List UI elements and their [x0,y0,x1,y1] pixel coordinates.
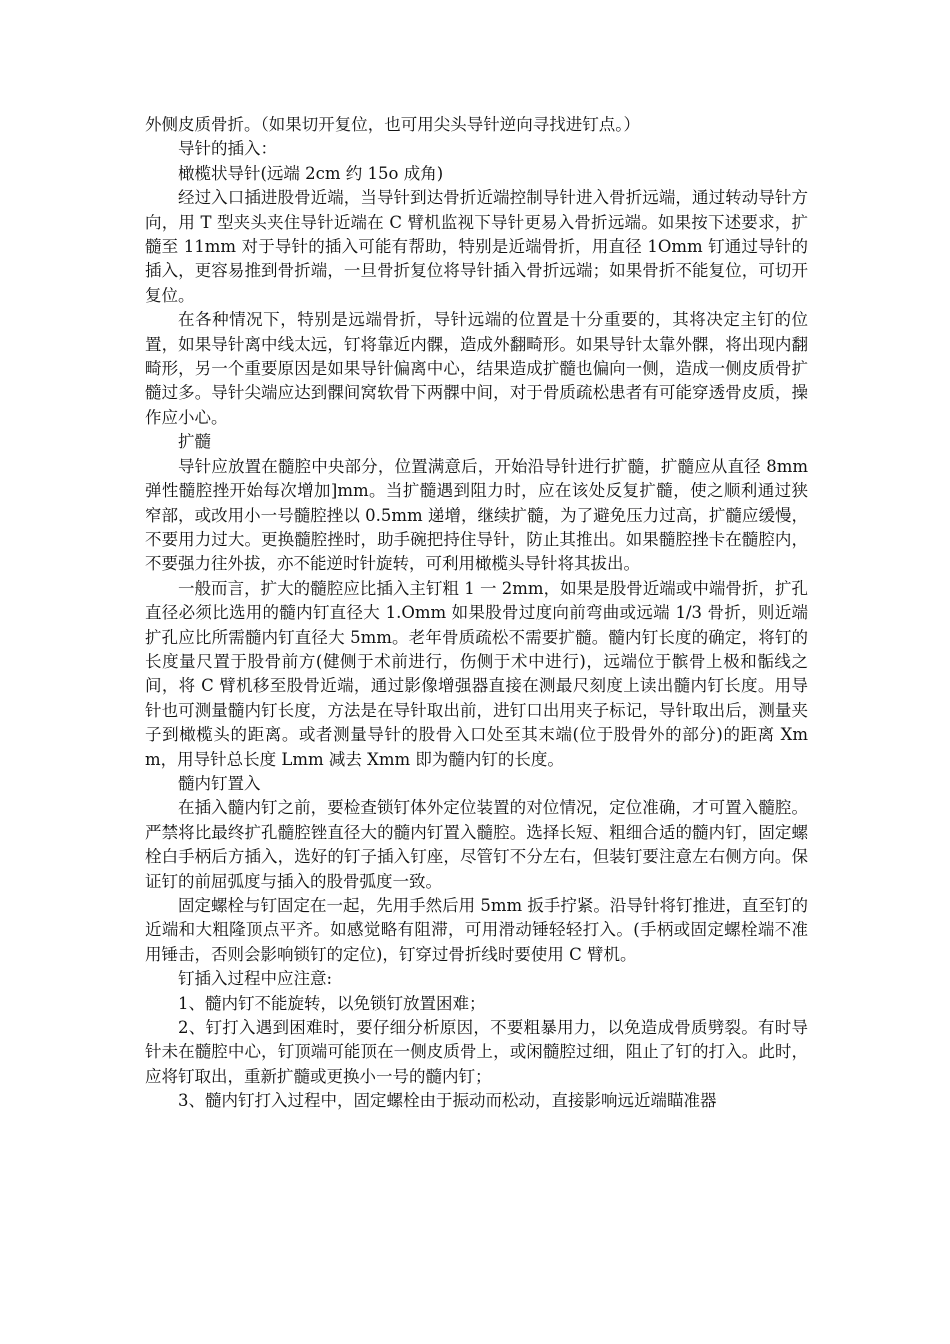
paragraph-nail-fixation: 固定螺栓与钉固定在一起，先用手然后用 5mm 扳手拧紧。沿导针将钉推进，直至钉的近端和大粗隆顶点平齐。如感觉略有阻滞，可用滑动锤轻轻打入。(手柄或固定螺栓端不准用锤击，否则会影响锁钉的定位)，钉穿过骨折线时要使用 C 臂机。 [145,896,808,964]
list-item-note-2: 2、钉打入遇到困难时，要仔细分析原因，不要粗暴用力，以免造成骨质劈裂。有时导针未在髓腔中心，钉顶端可能顶在一侧皮质骨上，或闲髓腔过细，阻止了钉的打入。此时，应将钉取出，重新扩髓或更换小一号的髓内钉； [145,1018,808,1086]
paragraph-fracture-note: 外侧皮质骨折。（如果切开复位，也可用尖头导针逆向寻找进钉点。） [145,115,640,134]
paragraph-reaming-diameter-length: 一般而言，扩大的髓腔应比插入主钉粗 1 一 2mm，如果是股骨近端或中端骨折，扩孔直径必须比选用的髓内钉直径大 1.Omm 如果股骨过度向前弯曲或远端 1/3 骨折，则近端扩孔应比所需髓内钉直径大 5mm。老年骨质疏松不需要扩髓。髓内钉长度的确定，将钉的长度量尺置于股骨前方(健侧于术前进行，伤侧于术中进行)，远端位于髌骨上极和骺线之间，将 C 臂机移至股骨近端，通过影像增强器直接在测最尺刻度上读出髓内钉长度。用导针也可测量髓内钉长度，方法是在导针取出前，进钉口出用夹子标记，导针取出后，测量夹子到橄榄头的距离。或者测量导针的股骨入口处至其末端(位于股骨外的部分)的距离 Xmm，用导针总长度 Lmm 减去 Xmm 即为髓内钉的长度。 [145,578,808,769]
document-body [145,113,808,1114]
paragraph-guide-pin-position: 在各种情况下，特别是远端骨折，导针远端的位置是十分重要的，其将决定主钉的位置，如果导针离中线太远，钉将靠近内髁，造成外翻畸形。如果导针太靠外髁，将出现内翻畸形，另一个重要原因是如果导针偏离中心，结果造成扩髓也偏向一侧，造成一侧皮质骨扩髓过多。导针尖端应达到髁间窝软骨下两髁中间，对于骨质疏松患者有可能穿透骨皮质，操作应小心。 [145,310,808,427]
heading-reaming: 扩髓 [178,432,211,452]
paragraph-reaming-procedure: 导针应放置在髓腔中央部分，位置满意后，开始沿导针进行扩髓，扩髓应从直径 8mm 弹性髓腔挫开始每次增加]mm。当扩髓遇到阻力时，应在该处反复扩髓，使之顺利通过狭窄部，或改用小一号髓腔挫以 0.5mm 递增，继续扩髓，为了避免压力过高，扩髓应缓慢，不要用力过大。更换髓腔挫时，助手碗把持住导针，防止其推出。如果髓腔挫卡在髓腔内，不要强力往外拔，亦不能逆时针旋转，可利用橄榄头导针将其拔出。 [145,456,808,574]
list-item-note-3: 3、髓内钉打入过程中，固定螺栓由于振动而松动，直接影响远近端瞄准器 [178,1091,717,1111]
paragraph-guide-pin-entry: 经过入口插进股骨近端，当导针到达骨折近端控制导针进入骨折远端，通过转动导针方向，用 T 型夹头夹住导针近端在 C 臂机监视下导针更易入骨折远端。如果按下述要求，扩髓至 11mm 对于导针的插入可能有帮助，特别是近端骨折，用直径 1Omm 钉通过导针的插入，更容易推到骨折端，一旦骨折复位将导针插入骨折远端；如果骨折不能复位，可切开复位。 [145,188,808,305]
heading-guide-pin-insertion: 导针的插入： [178,139,277,159]
heading-nail-insertion: 髓内钉置入 [178,773,261,793]
paragraph-nail-preparation: 在插入髓内钉之前，要检查锁钉体外定位装置的对位情况，定位准确，才可置入髓腔。严禁将比最终扩孔髓腔锉直径大的髓内钉置入髓腔。选择长短、粗细合适的髓内钉，固定螺栓白手柄后方插入，选好的钉子插入钉座，尽管钉不分左右，但装钉要注意左右侧方向。保证钉的前屈弧度与插入的股骨弧度一致。 [145,798,808,891]
list-item-note-1: 1、髓内钉不能旋转，以免锁钉放置困难； [178,993,486,1013]
heading-insertion-notes: 钉插入过程中应注意: [178,969,333,989]
paragraph-olive-guide-pin: 橄榄状导针(远端 2cm 约 15o 成角) [178,163,444,183]
